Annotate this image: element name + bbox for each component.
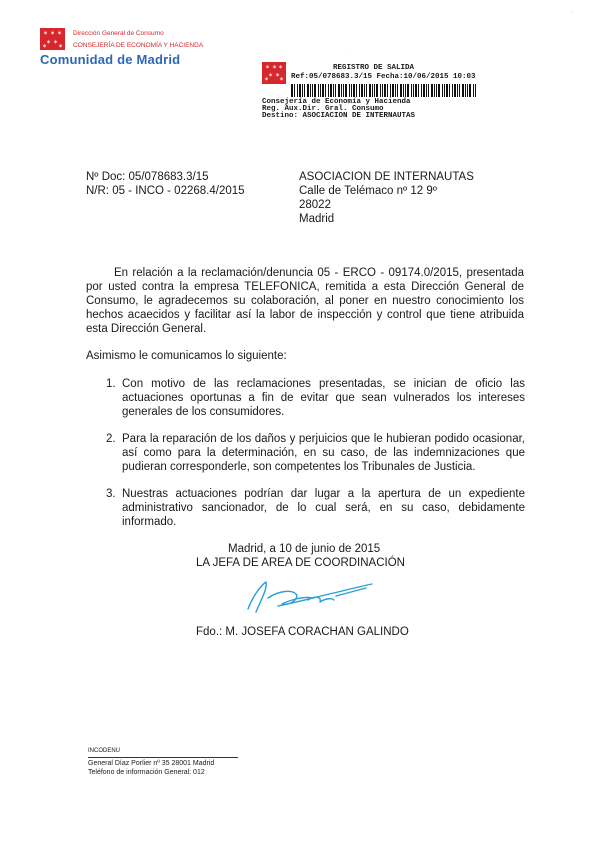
closing-date: Madrid, a 10 de junio de 2015 <box>228 543 381 555</box>
recipient-street: Calle de Telémaco nº 12 9º <box>299 185 437 197</box>
lead-text: Asimismo le comunicamos lo siguiente: <box>86 350 287 362</box>
item-3-text: Nuestras actuaciones podrían dar lugar a la apertura de un expediente administrativo sancionador, de lo cual será, en su caso, debidamente informado. <box>122 488 525 528</box>
logo-comunidad-text: Comunidad de Madrid <box>40 52 181 67</box>
intro-paragraph <box>86 266 524 336</box>
item-3-number: 3. <box>106 488 116 500</box>
item-2-number: 2. <box>106 433 116 445</box>
corner-mark: · <box>571 10 573 16</box>
closing-role: LA JEFA DE AREA DE COORDINACIÓN <box>196 557 405 569</box>
scan-mark: · <box>346 53 348 58</box>
stamp-barcode <box>291 84 476 97</box>
logo-consejeria-text: CONSEJERÍA DE ECONOMÍA Y HACIENDA <box>73 42 204 49</box>
signatory-name: Fdo.: M. JOSEFA CORACHAN GALINDO <box>196 626 409 638</box>
recipient-city: Madrid <box>299 213 335 225</box>
doc-number: Nº Doc: 05/078683.3/15 <box>86 171 209 183</box>
footer-divider <box>88 757 238 758</box>
handwritten-signature <box>238 576 388 616</box>
stamp-consejeria: Consejería de Economía y Hacienda <box>262 98 411 106</box>
stamp-registro: Reg. Aux.Dir. Gral. Consumo <box>262 105 384 113</box>
item-1-number: 1. <box>106 378 116 390</box>
item-1-text: Con motivo de las reclamaciones presentadas, se inician de oficio las actuaciones oportunas a fin de evitar que sean vulnerados los intereses generales de los consumidores. <box>122 378 525 418</box>
intro-text: En relación a la reclamación/denuncia 05 - ERCO - 09174.0/2015, presentada por usted contra la empresa TELEFONICA, remitida a esta Dirección General de Consumo, le agradecemos su colaboración, al poner en nuestro conocimiento los hechos acaecidos y facilitar así la labor de inspección y control que tiene atribuida esta Dirección General. <box>86 267 524 335</box>
stamp-destino: Destino: ASOCIACION DE INTERNAUTAS <box>262 112 416 120</box>
logo-direccion-text: Dirección General de Consumo <box>73 30 164 37</box>
footer-address: General Díaz Porlier nº 35 28001 Madrid <box>88 760 215 767</box>
comunidad-madrid-flag-logo: ✶ ✶ ✶ ✶ ✶ ✶ ✶ <box>40 28 65 50</box>
footer-code: INCODENU <box>88 748 121 754</box>
recipient-name: ASOCIACION DE INTERNAUTAS <box>299 171 474 183</box>
item-2-text: Para la reparación de los daños y perjuicios que le hubieran podido ocasionar, así como para la determinación, en su caso, de las indemnizaciones que pudieran corresponderle, son competentes los Tribunales de Justicia. <box>122 433 525 473</box>
recipient-zip: 28022 <box>299 199 331 211</box>
nr-reference: N/R: 05 - INCO - 02268.4/2015 <box>86 185 245 197</box>
stamp-reference: Ref:05/078683.3/15 Fecha:10/06/2015 10:03 <box>291 73 476 81</box>
stamp-flag-logo: ✶ ✶ ✶ ✶ ✶ ✶ ✶ <box>262 62 286 84</box>
stamp-title: REGISTRO DE SALIDA <box>333 64 415 72</box>
footer-phone: Teléfono de información General: 012 <box>88 769 205 776</box>
